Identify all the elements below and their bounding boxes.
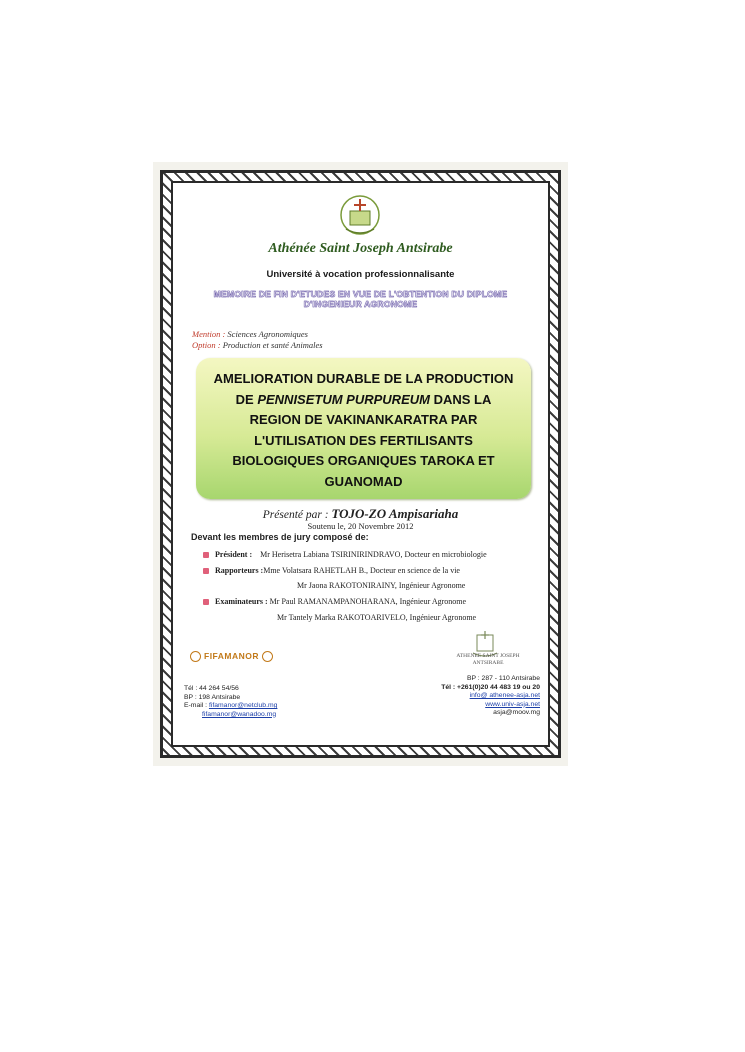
jury-heading: Devant les membres de jury composé de:	[191, 532, 369, 542]
bullet-icon	[203, 552, 209, 558]
leaf-icon	[262, 651, 273, 662]
bullet-icon	[203, 599, 209, 605]
option-value: Production et santé Animales	[222, 340, 323, 350]
mention-value: Sciences Agronomiques	[227, 329, 308, 339]
partner-bp: BP : 198 Antsirabe	[184, 693, 241, 701]
title-line: REGION DE VAKINANKARATRA PAR	[249, 412, 478, 427]
presented-label: Présenté par :	[262, 509, 329, 521]
title-line: AMELIORATION DURABLE DE LA PRODUCTION	[213, 371, 514, 386]
member-name: Mme Volatsara RAHETLAH B., Docteur en science de la vie	[263, 566, 460, 575]
thesis-title	[196, 369, 531, 492]
memoire-line-1: MEMOIRE DE FIN D'ETUDES EN VUE DE L'OBTENTION DU DIPLOME	[213, 289, 508, 299]
member-name: Mr Herisetra Labiana TSIRINIRINDRAVO, Docteur en microbiologie	[260, 550, 487, 559]
option-key: Option :	[192, 340, 221, 350]
jury-examinateurs	[203, 597, 466, 606]
title-box	[196, 358, 531, 499]
mention-key: Mention :	[192, 329, 226, 339]
role-label: Rapporteurs :	[215, 566, 264, 575]
memoire-line-2: D'INGENIEUR AGRONOME	[303, 299, 418, 309]
university-bp: BP : 287 - 110 Antsirabe	[466, 675, 540, 682]
partner-logo-text: FIFAMANOR	[204, 651, 260, 661]
mention-block	[192, 329, 323, 351]
leaf-icon	[190, 651, 201, 662]
title-line: GUANOMAD	[324, 473, 403, 489]
title-fragment: DE	[235, 391, 258, 407]
partner-email-link[interactable]: fifamanor@netclub.mg	[208, 702, 278, 709]
university-email-link[interactable]: info@ athenee-asja.net	[469, 692, 540, 699]
role-label: Examinateurs :	[215, 597, 268, 606]
partner-email-link-2[interactable]: fifamanor@wanadoo.mg	[202, 710, 277, 718]
role-label: Président :	[215, 550, 253, 559]
jury-rapporteurs	[203, 566, 460, 575]
title-line	[196, 390, 531, 411]
email-label: E-mail :	[184, 702, 208, 709]
university-tel: Tél : +261(0)20 44 483 19 ou 20	[441, 683, 540, 691]
university-tagline: Université à vocation professionnalisante	[266, 269, 455, 280]
member-name: Mr Paul RAMANAMPANOHARANA, Ingénieur Agronome	[269, 597, 467, 606]
title-line: L'UTILISATION DES FERTILISANTS	[254, 432, 473, 448]
title-fragment: DANS LA	[429, 391, 492, 407]
school-logo-icon	[336, 193, 384, 239]
author-name: TOJO-ZO Ampisariaha	[331, 506, 459, 521]
university-website-link[interactable]: www.univ-asja.net	[485, 700, 540, 708]
university-email-2: asja@moov.mg	[493, 709, 540, 716]
school-name: Athénée Saint Joseph Antsirabe	[268, 241, 453, 256]
university-contact	[441, 675, 540, 718]
presented-by	[173, 506, 548, 522]
bullet-icon	[203, 568, 209, 574]
partner-contact	[184, 685, 277, 719]
jury-president	[203, 550, 487, 559]
university-logo-text: ATHENEE SAINT JOSEPH ANTSIRABE	[456, 653, 520, 666]
partner-logo	[187, 651, 276, 662]
jury-rapporteur-2: Mr Jaona RAKOTONIRAINY, Ingénieur Agronome	[297, 581, 466, 590]
defense-date: Soutenu le, 20 Novembre 2012	[307, 521, 414, 531]
memoire-heading	[177, 289, 544, 309]
cover-page	[173, 183, 548, 745]
jury-examinateur-2: Mr Tantely Marka RAKOTOARIVELO, Ingénieur Agronome	[277, 613, 477, 622]
title-line: BIOLOGIQUES ORGANIQUES TAROKA ET	[232, 453, 495, 468]
species-name: PENNISETUM PURPUREUM	[257, 391, 430, 407]
partner-tel: Tél : 44 264 54/56	[184, 685, 239, 692]
